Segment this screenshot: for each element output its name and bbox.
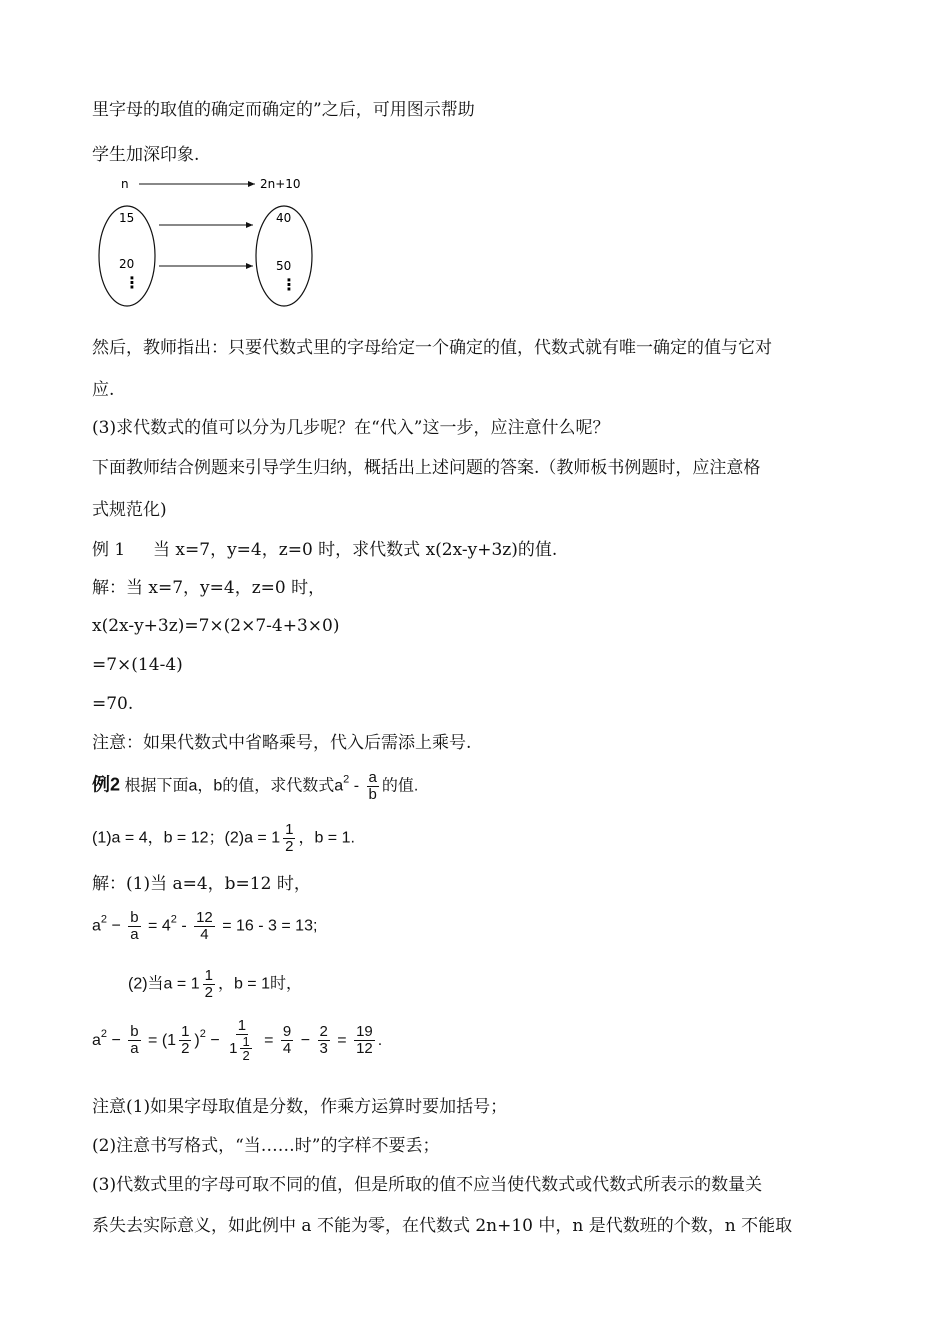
paragraph-3b: 式规范化) <box>92 500 167 520</box>
calc-2: $a^2$ − $\frac{b}{a}$ = (1 $\frac{1}{2}$ )$^2$ − 1 1 $\frac{1}{2}$ = $\frac{9}{4}$ − $\frac{2}{3}$ = $\frac{19}{12}$ . <box>92 1017 383 1064</box>
note-1: 注意：如果代数式中省略乘号，代入后需添上乘号. <box>92 733 472 753</box>
intro-line-1: 里字母的取值的确定而确定的”之后，可用图示帮助 <box>92 100 475 120</box>
solution-1-a: 解：当 x=7，y=4，z=0 时， <box>92 578 326 598</box>
right-value-2: 50 <box>276 259 292 273</box>
paragraph-3a: 下面教师结合例题来引导学生归纳，概括出上述问题的答案.（教师板书例题时，应注意格 <box>92 458 761 478</box>
solution-1-c: =7×(14-4) <box>92 655 183 675</box>
intro-line-2: 学生加深印象. <box>92 145 200 165</box>
solution-1-d: =70. <box>92 694 134 714</box>
left-value-1: 15 <box>119 211 135 225</box>
example-2-parts-a: (1)a = 4，b = 12；(2)a = 1 <box>92 829 281 847</box>
example-2-parts-b: ，b = 1. <box>298 829 355 847</box>
mapping-diagram <box>95 172 325 312</box>
example-2: 例2 根据下面a，b的值，求代数式$a^2$ - $\frac{a}{b}$ 的值. <box>92 769 419 803</box>
example-2-parts: (1)a = 4，b = 12；(2)a = 1 $\frac{1}{2}$ ，b = 1. <box>92 821 355 855</box>
example-1: 例 1 当 x=7，y=4，z=0 时，求代数式 x(2x-y+3z)的值. <box>92 540 558 560</box>
solution-2-b-a: (2)当a = 1 <box>128 975 200 993</box>
example-2-text-a: 根据下面a，b的值，求代数式a <box>124 777 344 795</box>
example-2-text-b: 的值. <box>381 777 419 795</box>
note-2-a: 注意(1)如果字母取值是分数，作乘方运算时要加括号； <box>92 1097 508 1117</box>
note-2-d: 系失去实际意义，如此例中 a 不能为零，在代数式 2n+10 中，n 是代数班的个数，n 不能取 <box>92 1216 793 1236</box>
calc-1: $a^2$ − $\frac{b}{a}$ = $4^2$ - $\frac{12}{4}$ = 16 - 3 = 13; <box>92 909 318 943</box>
paragraph-2: (3)求代数式的值可以分为几步呢？在“代入”这一步，应注意什么呢？ <box>92 418 610 438</box>
paragraph-1b: 应. <box>92 380 115 400</box>
solution-1-b: x(2x-y+3z)=7×(2×7-4+3×0) <box>92 616 340 636</box>
left-dots: ⋮ <box>124 273 140 292</box>
note-2-c: (3)代数式里的字母可取不同的值，但是所取的值不应当使代数式或代数式所表示的数量关 <box>92 1175 763 1195</box>
right-dots: ⋮ <box>281 275 297 294</box>
diagram-right-label: 2n+10 <box>260 177 301 191</box>
solution-2-b: (2)当a = 1 $\frac{1}{2}$ ，b = 1时， <box>128 967 302 1001</box>
fraction-a-over-b: $\frac{a}{b}$ <box>368 769 377 803</box>
diagram-left-label: n <box>121 177 129 191</box>
calc-1-tail: = 16 - 3 = 13; <box>222 917 318 935</box>
note-2-b: (2)注意书写格式，“当……时”的字样不要丢； <box>92 1136 440 1156</box>
left-value-2: 20 <box>119 257 135 271</box>
solution-2-a: 解：(1)当 a=4，b=12 时， <box>92 874 311 894</box>
example-2-label: 例2 <box>92 774 121 795</box>
paragraph-1a: 然后，教师指出：只要代数式里的字母给定一个确定的值，代数式就有唯一确定的值与它对 <box>92 338 772 358</box>
solution-2-b-b: ，b = 1时， <box>217 975 302 993</box>
right-value-1: 40 <box>276 211 292 225</box>
